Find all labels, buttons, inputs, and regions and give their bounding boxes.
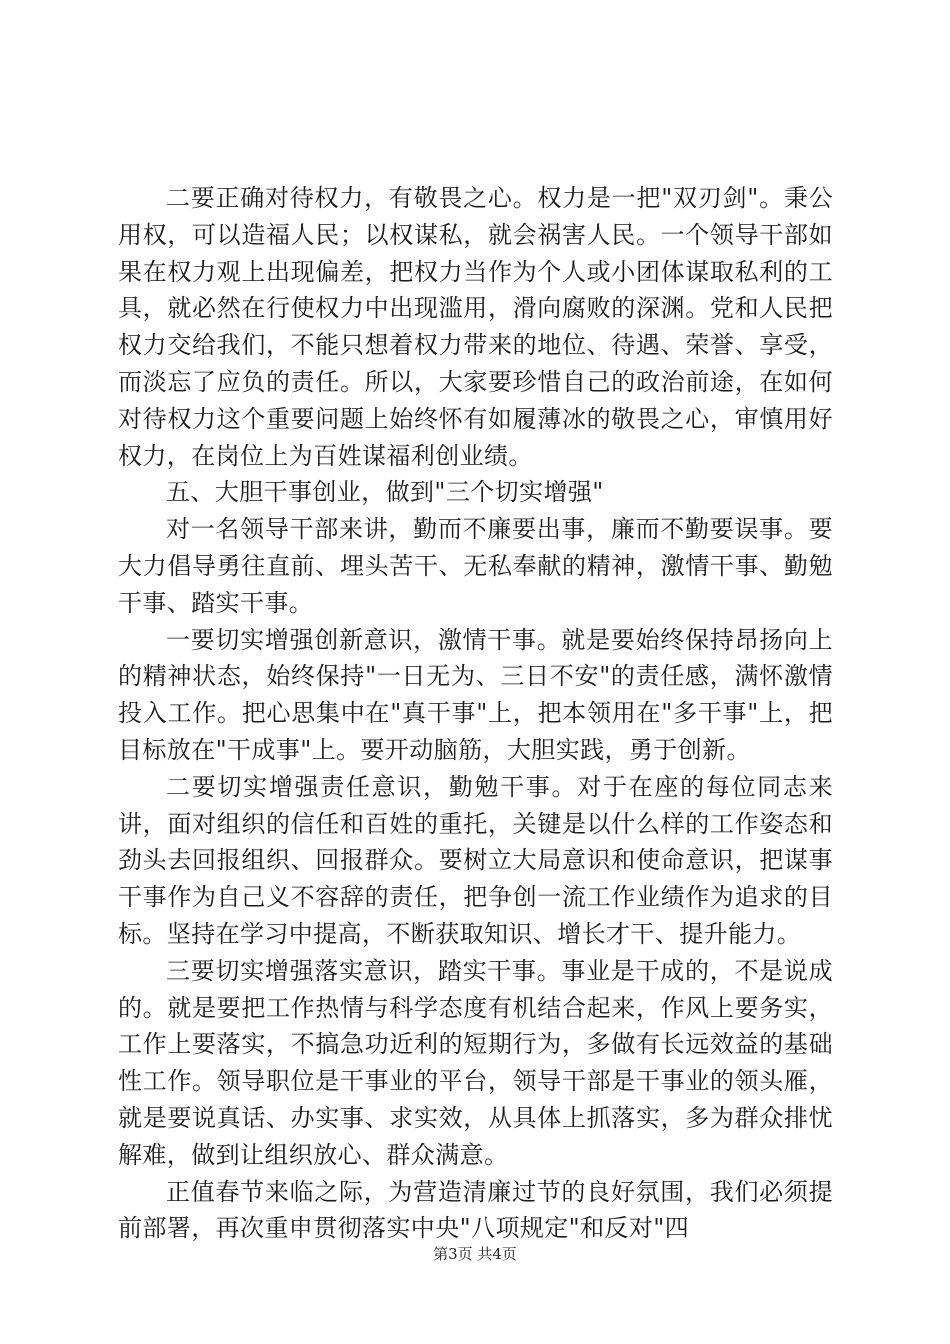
section-heading-five: 五、大胆干事创业，做到"三个切实增强" bbox=[166, 478, 604, 507]
paragraph-innovation-awareness: 一要切实增强创新意识，激情干事。就是要始终保持昂扬向上的精神状态，始终保持"一日无为、三日不安"的责任感，满怀激情投入工作。把心思集中在"真干事"上，把本领用在"多干事"上，把目标放在"干成事"上。要开动脑筋，大胆实践，勇于创新。 bbox=[118, 625, 833, 764]
document-body bbox=[118, 180, 833, 1247]
paragraph-power-respect: 二要正确对待权力，有敬畏之心。权力是一把"双刃剑"。秉公用权，可以造福人民；以权谋私，就会祸害人民。一个领导干部如果在权力观上出现偏差，把权力当作为个人或小团体谋取私利的工具，就必然在行使权力中出现滥用，滑向腐败的深渊。党和人民把权力交给我们，不能只想着权力带来的地位、待遇、荣誉、享受，而淡忘了应负的责任。所以，大家要珍惜自己的政治前途，在如何对待权力这个重要问题上始终怀有如履薄冰的敬畏之心，审慎用好权力，在岗位上为百姓谋福利创业绩。 bbox=[118, 184, 833, 470]
paragraph-responsibility-awareness: 二要切实增强责任意识，勤勉干事。对于在座的每位同志来讲，面对组织的信任和百姓的重托，关键是以什么样的工作姿态和劲头去回报组织、回报群众。要树立大局意识和使命意识，把谋事干事作为自己义不容辞的责任，把争创一流工作业绩作为追求的目标。坚持在学习中提高，不断获取知识、增长才干、提升能力。 bbox=[118, 772, 833, 948]
paragraph-diligence-integrity: 对一名领导干部来讲，勤而不廉要出事，廉而不勤要误事。要大力倡导勇往直前、埋头苦干、无私奉献的精神，激情干事、勤勉干事、踏实干事。 bbox=[118, 515, 833, 617]
paragraph-spring-festival: 正值春节来临之际，为营造清廉过节的良好氛围，我们必须提前部署，再次重申贯彻落实中央"八项规定"和反对"四 bbox=[118, 1177, 833, 1243]
page-footer: 第3页 共4页 bbox=[433, 1245, 517, 1263]
paragraph-implementation-awareness: 三要切实增强落实意识，踏实干事。事业是干成的，不是说成的。就是要把工作热情与科学态度有机结合起来，作风上要务实，工作上要落实，不搞急功近利的短期行为，多做有长远效益的基础性工作。领导职位是干事业的平台，领导干部是干事业的领头雁，就是要说真话、办实事、求实效，从具体上抓落实，多为群众排忧解难，做到让组织放心、群众满意。 bbox=[118, 956, 833, 1169]
